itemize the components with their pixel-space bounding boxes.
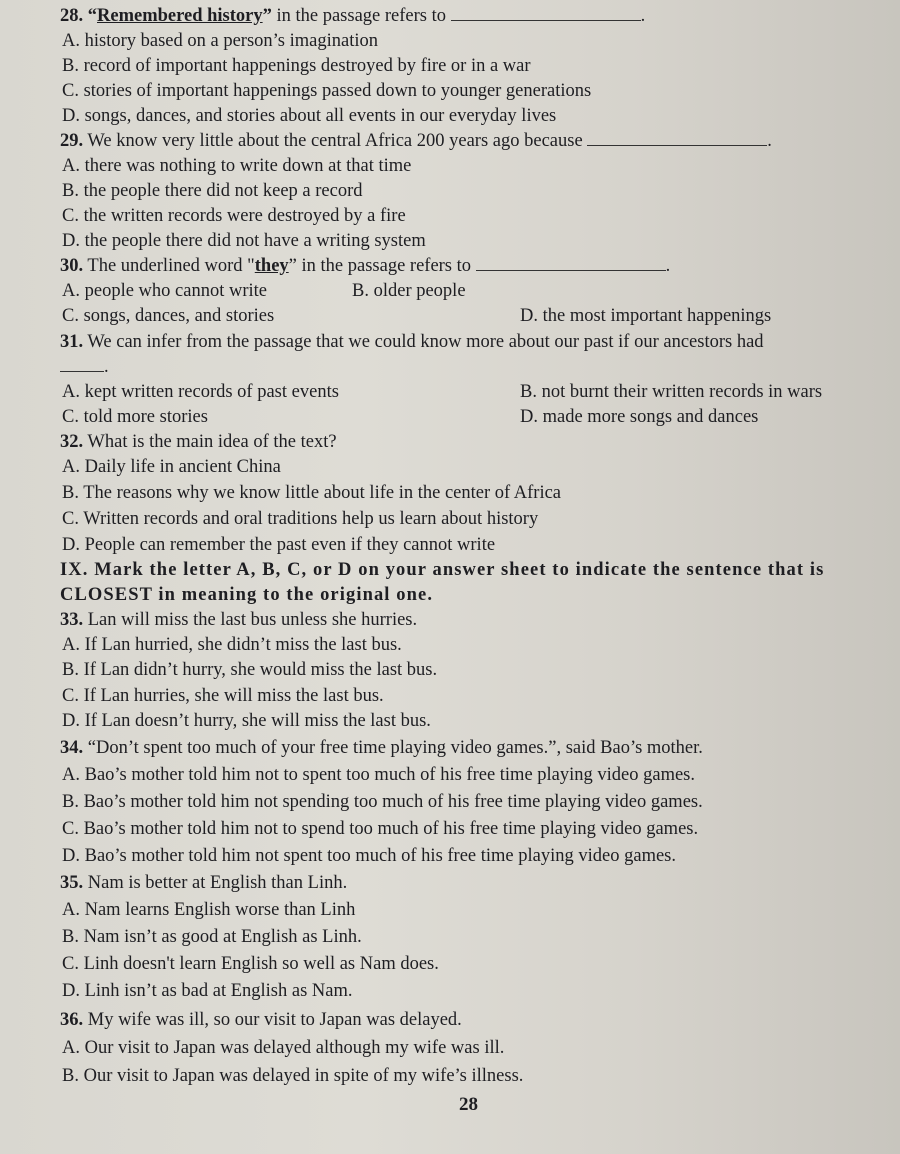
question-text: We know very little about the central Africa 200 years ago because	[83, 131, 588, 151]
question-number: 36.	[60, 1010, 84, 1030]
question-31-blank-line	[60, 355, 109, 379]
answer-blank	[476, 270, 666, 271]
option-d: D. If Lan doesn’t hurry, she will miss the last bus.	[62, 711, 431, 731]
question-text: “Don’t spent too much of your free time playing video games.”, said Bao’s mother.	[83, 738, 703, 758]
question-text: My wife was ill, so our visit to Japan was delayed.	[83, 1010, 462, 1030]
option-b: B. record of important happenings destroyed by fire or in a war	[62, 56, 531, 76]
option-c: C. Bao’s mother told him not to spend too much of his free time playing video games.	[62, 819, 699, 839]
option-d: D. People can remember the past even if they cannot write	[62, 535, 496, 555]
section-ix-instruction-line1: IX. Mark the letter A, B, C, or D on your answer sheet to indicate the sentence that is	[60, 560, 825, 580]
option-a: A. Bao’s mother told him not to spent too much of his free time playing video games.	[62, 765, 696, 785]
question-end: .	[104, 357, 109, 377]
question-text: Nam is better at English than Linh.	[83, 873, 348, 893]
question-number: 30.	[60, 256, 84, 276]
question-text: What is the main idea of the text?	[83, 432, 337, 452]
option-c: C. told more stories	[62, 407, 208, 427]
question-end: .	[767, 131, 772, 151]
option-a: A. If Lan hurried, she didn’t miss the last bus.	[62, 635, 402, 655]
question-number: 28.	[60, 6, 84, 26]
option-a: A. history based on a person’s imagination	[62, 31, 378, 51]
underlined-term: they	[254, 256, 289, 276]
option-b: B. Bao’s mother told him not spending too much of his free time playing video games.	[62, 792, 703, 812]
question-end: .	[640, 6, 646, 26]
option-b: B. older people	[352, 281, 466, 301]
option-c: C. the written records were destroyed by a fire	[62, 206, 406, 226]
option-c: C. Linh doesn't learn English so well as Nam does.	[62, 954, 439, 974]
answer-blank	[587, 145, 767, 146]
underlined-term: Remembered history	[97, 6, 263, 26]
question-number: 31.	[60, 332, 84, 352]
option-d: D. songs, dances, and stories about all events in our everyday lives	[62, 106, 557, 126]
question-28-stem	[60, 4, 645, 28]
open-quote: “	[87, 6, 97, 26]
question-30-stem	[60, 254, 670, 278]
question-number: 33.	[60, 610, 84, 630]
option-b: B. the people there did not keep a record	[62, 181, 363, 201]
option-a: A. Nam learns English worse than Linh	[62, 900, 356, 920]
question-number: 32.	[60, 432, 84, 452]
option-d: D. made more songs and dances	[520, 407, 759, 427]
option-a: A. there was nothing to write down at that time	[62, 156, 412, 176]
question-29-stem	[60, 129, 772, 153]
option-d: D. Linh isn’t as bad at English as Nam.	[62, 981, 353, 1001]
close-quote: ”	[262, 6, 272, 26]
option-b: B. Nam isn’t as good at English as Linh.	[62, 927, 362, 947]
option-d: D. Bao’s mother told him not spent too much of his free time playing video games.	[62, 846, 676, 866]
question-35-stem	[60, 871, 347, 895]
option-b: B. Our visit to Japan was delayed in spite of my wife’s illness.	[62, 1066, 524, 1086]
option-a: A. Daily life in ancient China	[62, 457, 281, 477]
option-d: D. the people there did not have a writing system	[62, 231, 426, 251]
question-text: We can infer from the passage that we could know more about our past if our ancestors had	[83, 332, 764, 352]
option-c: C. If Lan hurries, she will miss the last bus.	[62, 686, 384, 706]
question-text: in the passage refers to	[271, 6, 451, 26]
option-a: A. kept written records of past events	[62, 382, 339, 402]
question-31-stem	[60, 330, 764, 354]
option-b: B. If Lan didn’t hurry, she would miss the last bus.	[62, 660, 438, 680]
option-a: A. people who cannot write	[62, 281, 267, 301]
question-number: 29.	[60, 131, 84, 151]
option-c: C. stories of important happenings passed down to younger generations	[62, 81, 592, 101]
option-d: D. the most important happenings	[520, 306, 772, 326]
question-33-stem	[60, 608, 417, 632]
option-b: B. not burnt their written records in wars	[520, 382, 823, 402]
page-number: 28	[459, 1094, 478, 1115]
option-c: C. Written records and oral traditions help us learn about history	[62, 509, 539, 529]
question-text: Lan will miss the last bus unless she hurries.	[83, 610, 418, 630]
question-number: 34.	[60, 738, 84, 758]
answer-blank	[60, 371, 104, 372]
section-ix-instruction-line2: CLOSEST in meaning to the original one.	[60, 585, 434, 605]
question-end: .	[665, 256, 671, 276]
option-c: C. songs, dances, and stories	[62, 306, 275, 326]
question-34-stem	[60, 736, 703, 760]
answer-blank	[451, 20, 641, 21]
question-32-stem	[60, 430, 337, 454]
question-text-rest: ” in the passage refers to	[288, 256, 476, 276]
option-a: A. Our visit to Japan was delayed although my wife was ill.	[62, 1038, 505, 1058]
question-text: The underlined word "	[83, 256, 255, 276]
question-36-stem	[60, 1008, 462, 1032]
option-b: B. The reasons why we know little about life in the center of Africa	[62, 483, 562, 503]
question-number: 35.	[60, 873, 84, 893]
